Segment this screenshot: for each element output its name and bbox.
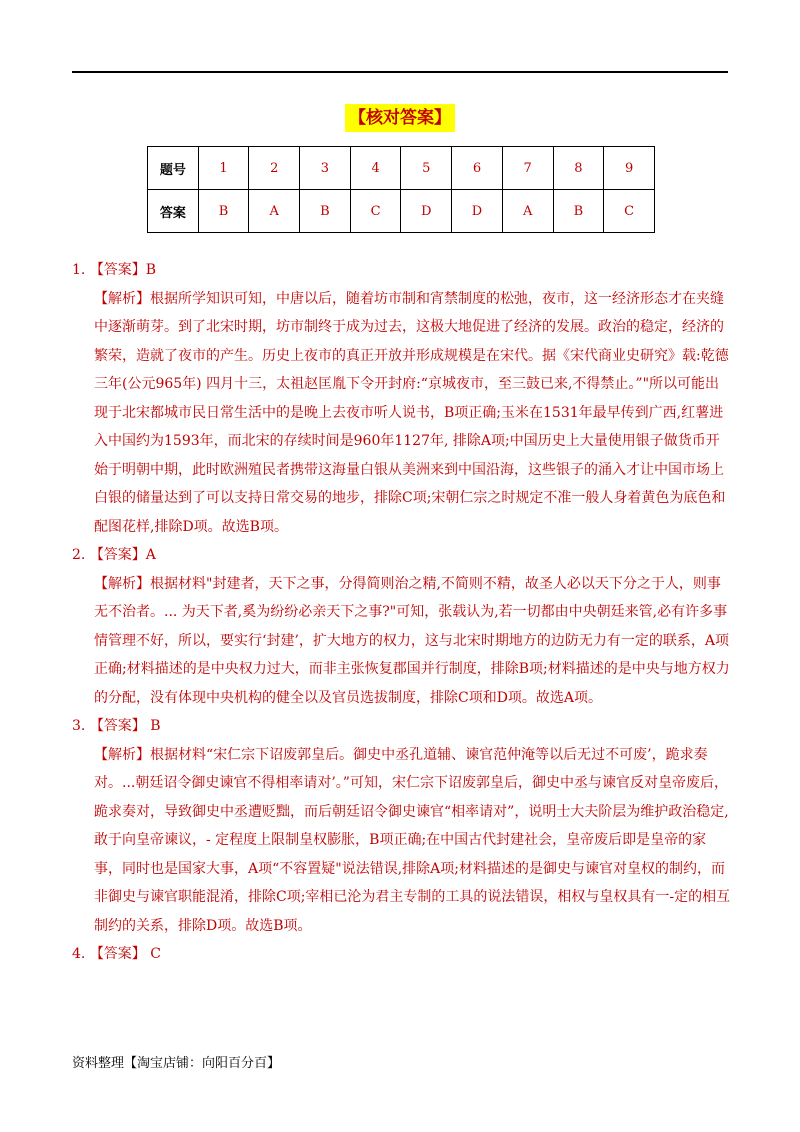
table-cell: 6 xyxy=(452,147,503,190)
analysis-tag: 【解析】 xyxy=(94,290,150,307)
table-cell: D xyxy=(401,190,452,233)
table-cell: A xyxy=(249,190,300,233)
question-number: 2. xyxy=(72,547,86,563)
table-row xyxy=(148,147,655,190)
table-cell: C xyxy=(350,190,401,233)
table-cell: D xyxy=(452,190,503,233)
table-cell: 4 xyxy=(350,147,401,190)
table-cell: 5 xyxy=(401,147,452,190)
table-cell: 1 xyxy=(198,147,249,190)
question-answer-2 xyxy=(72,541,732,570)
answer-key-table xyxy=(147,146,655,233)
page-title: 【核对答案】 xyxy=(345,104,455,132)
question-number: 3. xyxy=(72,718,86,734)
question-number: 4. xyxy=(72,946,86,962)
table-cell: C xyxy=(604,190,655,233)
table-header-cell: 题号 xyxy=(148,147,199,190)
answer-label: 【答案】 B xyxy=(89,718,161,734)
table-cell: A xyxy=(502,190,553,233)
analysis-text: 根据所学知识可知，中唐以后，随着坊市制和宵禁制度的松弛，夜市，这一经济形态才在夹缝中逐渐萌芽。到了北宋时期，坊市制终于成为过去，这极大地促进了经济的发展。政治的稳定，经济的繁荣，造就了夜市的产生。历史上夜市的真正开放并形成规模是在宋代。据《宋代商业史研究》载:乾德三年(公元965年) 四月十三，太祖赵匡胤下令开封府:“京城夜市，至三鼓已来,不得禁止。”"所以可能出现于北宋都城市民日常生活中的是晚上去夜市听人说书，B项正确;玉米在1531年最早传到广西,红薯进入中国约为1593年，而北宋的存续时间是960年1127年, 排除A项;中国历史上大量使用银子做货币开始于明朝中期，此时欧洲殖民者携带这海量白银从美洲来到中国沿海，这些银子的涌入才让中国市场上白银的储量达到了可以支持日常交易的地步，排除C项;宋朝仁宗之时规定不准一般人身着黄色为底色和 配图花样,排除D项。故选B项。 xyxy=(94,290,729,535)
table-cell: 7 xyxy=(502,147,553,190)
analysis-tag: 【解析】 xyxy=(94,746,150,763)
page-footer: 资料整理【淘宝店铺：向阳百分百】 xyxy=(72,1056,281,1071)
table-cell: B xyxy=(300,190,351,233)
table-cell: 2 xyxy=(249,147,300,190)
analysis-tag: 【解析】 xyxy=(94,575,150,592)
explanations xyxy=(72,256,732,969)
analysis-text: 根据材料“宋仁宗下诏废郭皇后。御史中丞孔道辅、谏官范仲淹等以后无过不可废’，跪求奏对。...朝廷诏令御史谏官不得相率请对’。”可知，宋仁宗下诏废郭皇后，御史中丞与谏官反对皇帝废后，跪求奏对，导致御史中丞遭贬黜，而后朝廷诏令御史谏官“相率请对”，说明士大夫阶层为维护政治稳定,敢于向皇帝谏议，- 定程度上限制皇权膨胀，B项正确;在中国古代封建社会，皇帝废后即是皇帝的家事，同时也是国家大事，A项“不容置疑"说法错误,排除A项;材料描述的是御史与谏官对皇权的制约，而非御史与谏官职能混淆，排除C项;宰相已沦为君主专制的工具的说法错误，相权与皇权具有一-定的相互制约的关系，排除D项。故选B项。 xyxy=(94,746,731,934)
question-answer-4 xyxy=(72,940,732,969)
question-answer-3 xyxy=(72,712,732,741)
table-cell: B xyxy=(553,190,604,233)
table-cell: 9 xyxy=(604,147,655,190)
explanation-2 xyxy=(72,570,732,713)
table-cell: 3 xyxy=(300,147,351,190)
table-header-cell: 答案 xyxy=(148,190,199,233)
table-cell: B xyxy=(198,190,249,233)
answer-label: 【答案】B xyxy=(89,262,157,278)
title-wrap xyxy=(0,104,800,132)
explanation-3 xyxy=(72,741,732,941)
table-cell: 8 xyxy=(553,147,604,190)
question-answer-1 xyxy=(72,256,732,285)
header-rule xyxy=(72,71,728,73)
table-row xyxy=(148,190,655,233)
answer-label: 【答案】A xyxy=(89,547,156,563)
answer-label: 【答案】 C xyxy=(89,946,161,962)
question-number: 1. xyxy=(72,262,86,278)
explanation-1 xyxy=(72,285,732,542)
analysis-text: 根据材料"封建者，天下之事，分得简则治之精,不简则不精，故圣人必以天下分之于人，则事无不治者。... 为天下者,奚为纷纷必亲天下之事?"可知，张载认为,若一切都由中央朝廷来管,必有许多事情管理不好，所以，要实行‘封建’，扩大地方的权力，这与北宋时期地方的边防无力有一定的联系，A项正确;材料描述的是中央权力过大，而非主张恢复郡国并行制度，排除B项;材料描述的是中央与地方权力的分配，没有体现中央机构的健全以及官员选拔制度，排除C项和D项。故选A项。 xyxy=(94,575,730,706)
